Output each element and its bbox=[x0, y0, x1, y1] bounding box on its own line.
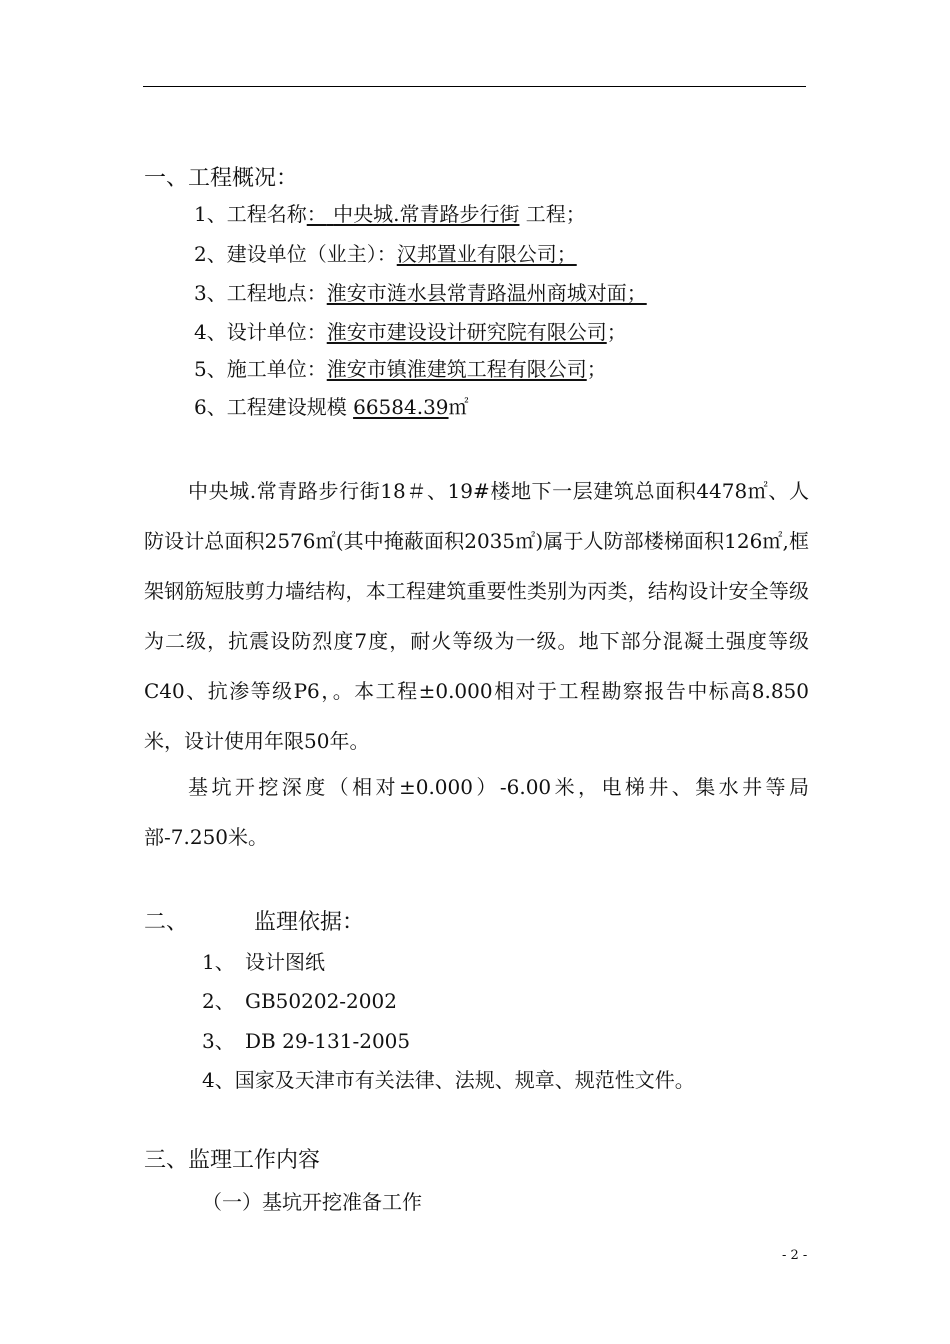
basis-item-4-num: 4、 bbox=[202, 1068, 235, 1092]
designer-label: 4、设计单位 bbox=[194, 320, 307, 344]
basis-item-1-num: 1、 bbox=[202, 950, 235, 974]
project-name-label: 1、工程名称 bbox=[194, 202, 307, 226]
contractor-value: 淮安市镇淮建筑工程有限公司 bbox=[326, 357, 587, 381]
project-name-suffix: 工程； bbox=[519, 202, 586, 226]
location-line bbox=[194, 281, 647, 305]
basis-item-2-text: GB50202-2002 bbox=[245, 989, 397, 1013]
project-name-line bbox=[194, 202, 586, 226]
scale-unit: ㎡ bbox=[448, 395, 469, 419]
designer-value: 淮安市建设设计研究院有限公司 bbox=[326, 320, 607, 344]
section3-subtitle: （一）基坑开挖准备工作 bbox=[202, 1190, 422, 1214]
contractor-sep: ： bbox=[306, 357, 327, 381]
section2-title: 监理依据： bbox=[254, 910, 365, 935]
contractor-suffix: ； bbox=[586, 357, 607, 381]
basis-item-2-num: 2、 bbox=[202, 989, 235, 1013]
owner-sep: ： bbox=[376, 242, 397, 266]
owner-line bbox=[194, 242, 577, 266]
contractor-line bbox=[194, 357, 607, 381]
section3-title: 三、监理工作内容 bbox=[144, 1148, 321, 1173]
excavation-paragraph: 基坑开挖深度（相对±0.000）-6.00米，电梯井、集水井等局部-7.250米。 bbox=[144, 775, 809, 849]
basis-item-4 bbox=[202, 1068, 695, 1092]
designer-suffix: ； bbox=[606, 320, 627, 344]
location-value: 淮安市涟水县常青路温州商城对面； bbox=[326, 281, 647, 305]
page-number: - 2 - bbox=[782, 1248, 808, 1263]
scale-line bbox=[194, 395, 469, 419]
overview-paragraph: 中央城.常青路步行街18＃、19#楼地下一层建筑总面积4478㎡、人防设计总面积2576㎡(其中掩蔽面积2035㎡)属于人防部楼梯面积126㎡,框架钢筋短肢剪力墙结构，本工程建筑重要性类别为丙类，结构设计安全等级为二级，抗震设防烈度7度，耐火等级为一级。地下部分混凝土强度等级C40、抗渗等级P6，。本工程±0.000相对于工程勘察报告中标高8.850米，设计使用年限50年。 bbox=[144, 479, 809, 753]
location-label: 3、工程地点 bbox=[194, 281, 307, 305]
basis-item-1-text: 设计图纸 bbox=[245, 950, 325, 974]
basis-item-3-text: DB 29-131-2005 bbox=[245, 1029, 411, 1053]
header-rule bbox=[143, 86, 806, 87]
owner-label: 2、建设单位（业主） bbox=[194, 242, 377, 266]
project-name-value: 中央城.常青路步行街 bbox=[333, 202, 520, 226]
basis-item-3-num: 3、 bbox=[202, 1029, 235, 1053]
project-name-sep: ： bbox=[306, 202, 327, 226]
contractor-label: 5、施工单位 bbox=[194, 357, 307, 381]
location-sep: ： bbox=[306, 281, 327, 305]
owner-value: 汉邦置业有限公司； bbox=[396, 242, 577, 266]
scale-label: 6、工程建设规模 bbox=[194, 395, 354, 419]
basis-item-4-text: 国家及天津市有关法律、法规、规章、规范性文件。 bbox=[234, 1068, 695, 1092]
section1-title: 一、工程概况： bbox=[144, 166, 299, 191]
designer-sep: ： bbox=[306, 320, 327, 344]
section2-number: 二、 bbox=[144, 910, 189, 935]
scale-value: 66584.39 bbox=[353, 395, 449, 419]
designer-line bbox=[194, 320, 627, 344]
